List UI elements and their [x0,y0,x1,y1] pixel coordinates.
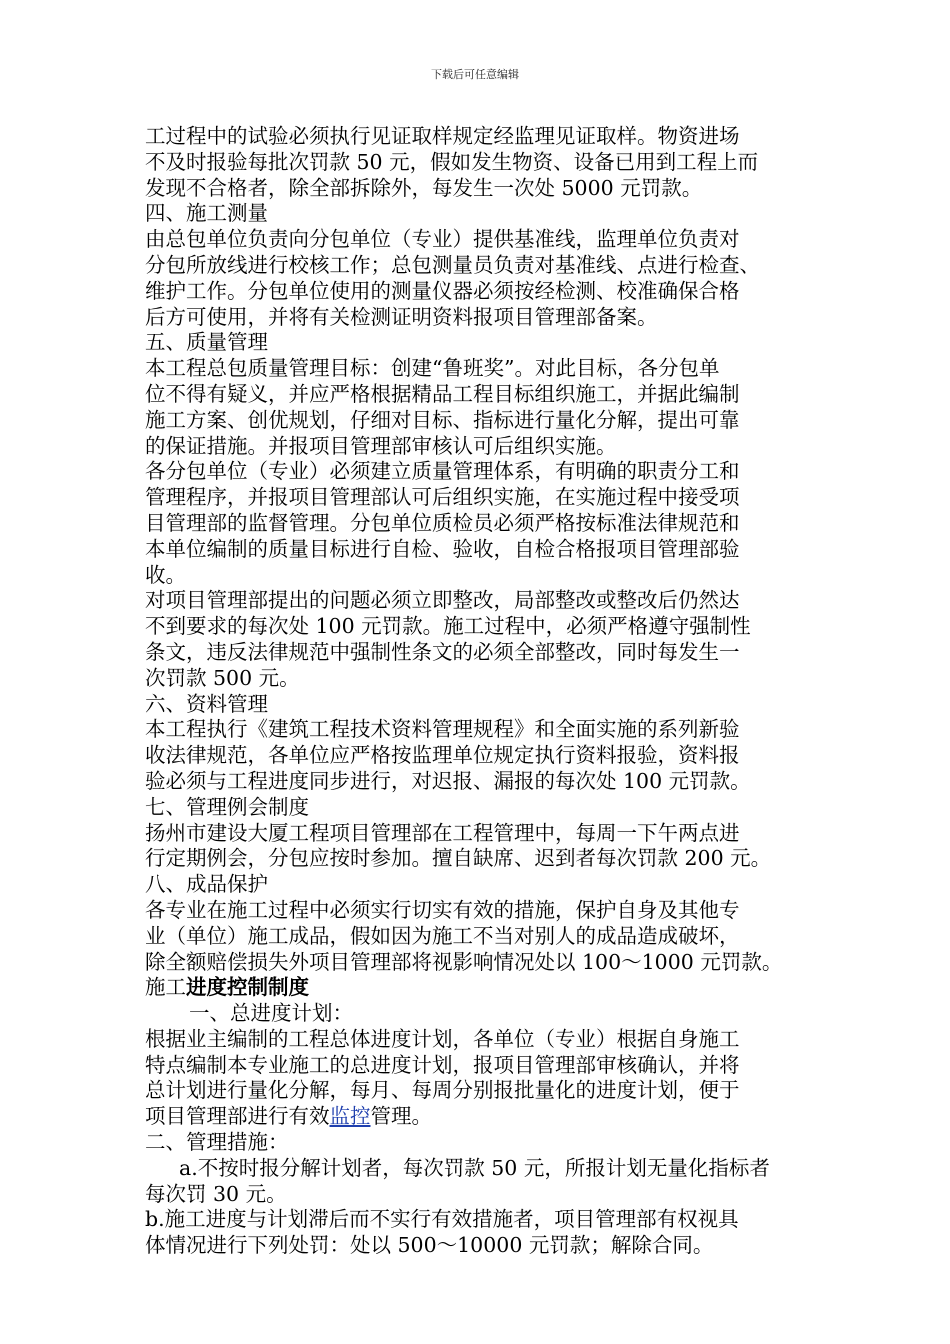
text-line: 目管理部的监督管理。分包单位质检员必须严格按标准法律规范和 [145,510,740,535]
section-title-prefix: 施工 [145,975,186,1000]
text-line: 各专业在施工过程中必须实行切实有效的措施，保护自身及其他专 [145,897,740,922]
text-line: 次罚款 500 元。 [145,665,300,690]
section-heading-quality: 五、质量管理 [145,330,268,355]
text-line: 除全额赔偿损失外项目管理部将视影响情况处以 100～1000 元罚款。 [145,949,783,974]
text-line-with-link [145,1104,825,1130]
section-title-progress-control [145,975,825,1001]
document-body [145,124,825,1259]
text-line: 行定期例会，分包应按时参加。擅自缺席、迟到者每次罚款 200 元。 [145,846,772,871]
text-line: 对项目管理部提出的问题必须立即整改，局部整改或整改后仍然达 [145,588,740,613]
item-b-line-2: 体情况进行下列处罚：处以 500～10000 元罚款；解除合同。 [145,1233,714,1258]
item-b-line-1: b.施工进度与计划滞后而不实行有效措施者，项目管理部有权视具 [145,1207,739,1232]
text-line: 本工程总包质量管理目标：创建“鲁班奖”。对此目标，各分包单 [145,356,720,381]
item-a-line-1: a.不按时报分解计划者，每次罚款 50 元，所报计划无量化指标者 [179,1155,770,1180]
link-line-after: 管理。 [370,1104,432,1129]
text-line: 各分包单位（专业）必须建立质量管理体系，有明确的职责分工和 [145,459,740,484]
text-line: 施工方案、创优规划，仔细对目标、指标进行量化分解，提出可靠 [145,407,740,432]
text-line: 验必须与工程进度同步进行，对迟报、漏报的每次处 100 元罚款。 [145,768,751,793]
text-line: 扬州市建设大厦工程项目管理部在工程管理中，每周一下午两点进 [145,820,740,845]
text-line: 特点编制本专业施工的总进度计划，报项目管理部审核确认，并将 [145,1052,740,1077]
text-line: 总计划进行量化分解，每月、每周分别报批量化的进度计划，便于 [145,1078,740,1103]
text-line: 后方可使用，并将有关检测证明资料报项目管理部备案。 [145,304,658,329]
text-line: 位不得有疑义，并应严格根据精品工程目标组织施工，并据此编制 [145,381,740,406]
text-line: 不及时报验每批次罚款 50 元，假如发生物资、设备已用到工程上而 [145,149,759,174]
page-header: 下载后可任意编辑 [431,68,519,81]
subheading-measures: 二、管理措施： [145,1130,289,1155]
link-line-before: 项目管理部进行有效 [145,1104,330,1129]
text-line: 管理程序，并报项目管理部认可后组织实施，在实施过程中接受项 [145,485,740,510]
text-line: 根据业主编制的工程总体进度计划，各单位（专业）根据自身施工 [145,1026,740,1051]
text-line: 分包所放线进行校核工作；总包测量员负责对基准线、点进行检查、 [145,252,760,277]
section-heading-protection: 八、成品保护 [145,872,268,897]
text-line: 维护工作。分包单位使用的测量仪器必须按经检测、校准确保合格 [145,278,740,303]
text-line: 由总包单位负责向分包单位（专业）提供基准线，监理单位负责对 [145,227,740,252]
text-line: 本单位编制的质量目标进行自检、验收，自检合格报项目管理部验 [145,536,740,561]
text-line: 发现不合格者，除全部拆除外，每发生一次处 5000 元罚款。 [145,175,703,200]
text-line: 业（单位）施工成品，假如因为施工不当对别人的成品造成破坏， [145,923,740,948]
section-heading-documents: 六、资料管理 [145,691,268,716]
section-title-bold: 进度控制制度 [186,975,309,1000]
section-heading-meetings: 七、管理例会制度 [145,794,309,819]
text-line: 本工程执行《建筑工程技术资料管理规程》和全面实施的系列新验 [145,717,740,742]
text-line: 的保证措施。并报项目管理部审核认可后组织实施。 [145,433,617,458]
text-line: 不到要求的每次处 100 元罚款。施工过程中，必须严格遵守强制性 [145,614,751,639]
text-line: 条文，违反法律规范中强制性条文的必须全部整改，同时每发生一 [145,639,740,664]
text-line: 收法律规范，各单位应严格按监理单位规定执行资料报验，资料报 [145,743,740,768]
subheading-overall-plan: 一、总进度计划： [189,1001,353,1026]
paragraph-block-1 [145,124,825,975]
section-heading-survey: 四、施工测量 [145,201,268,226]
monitor-link[interactable]: 监控 [329,1104,371,1129]
text-line: 收。 [145,562,186,587]
text-line: 工过程中的试验必须执行见证取样规定经监理见证取样。物资进场 [145,124,740,148]
item-a-line-2: 每次罚 30 元。 [145,1181,287,1206]
